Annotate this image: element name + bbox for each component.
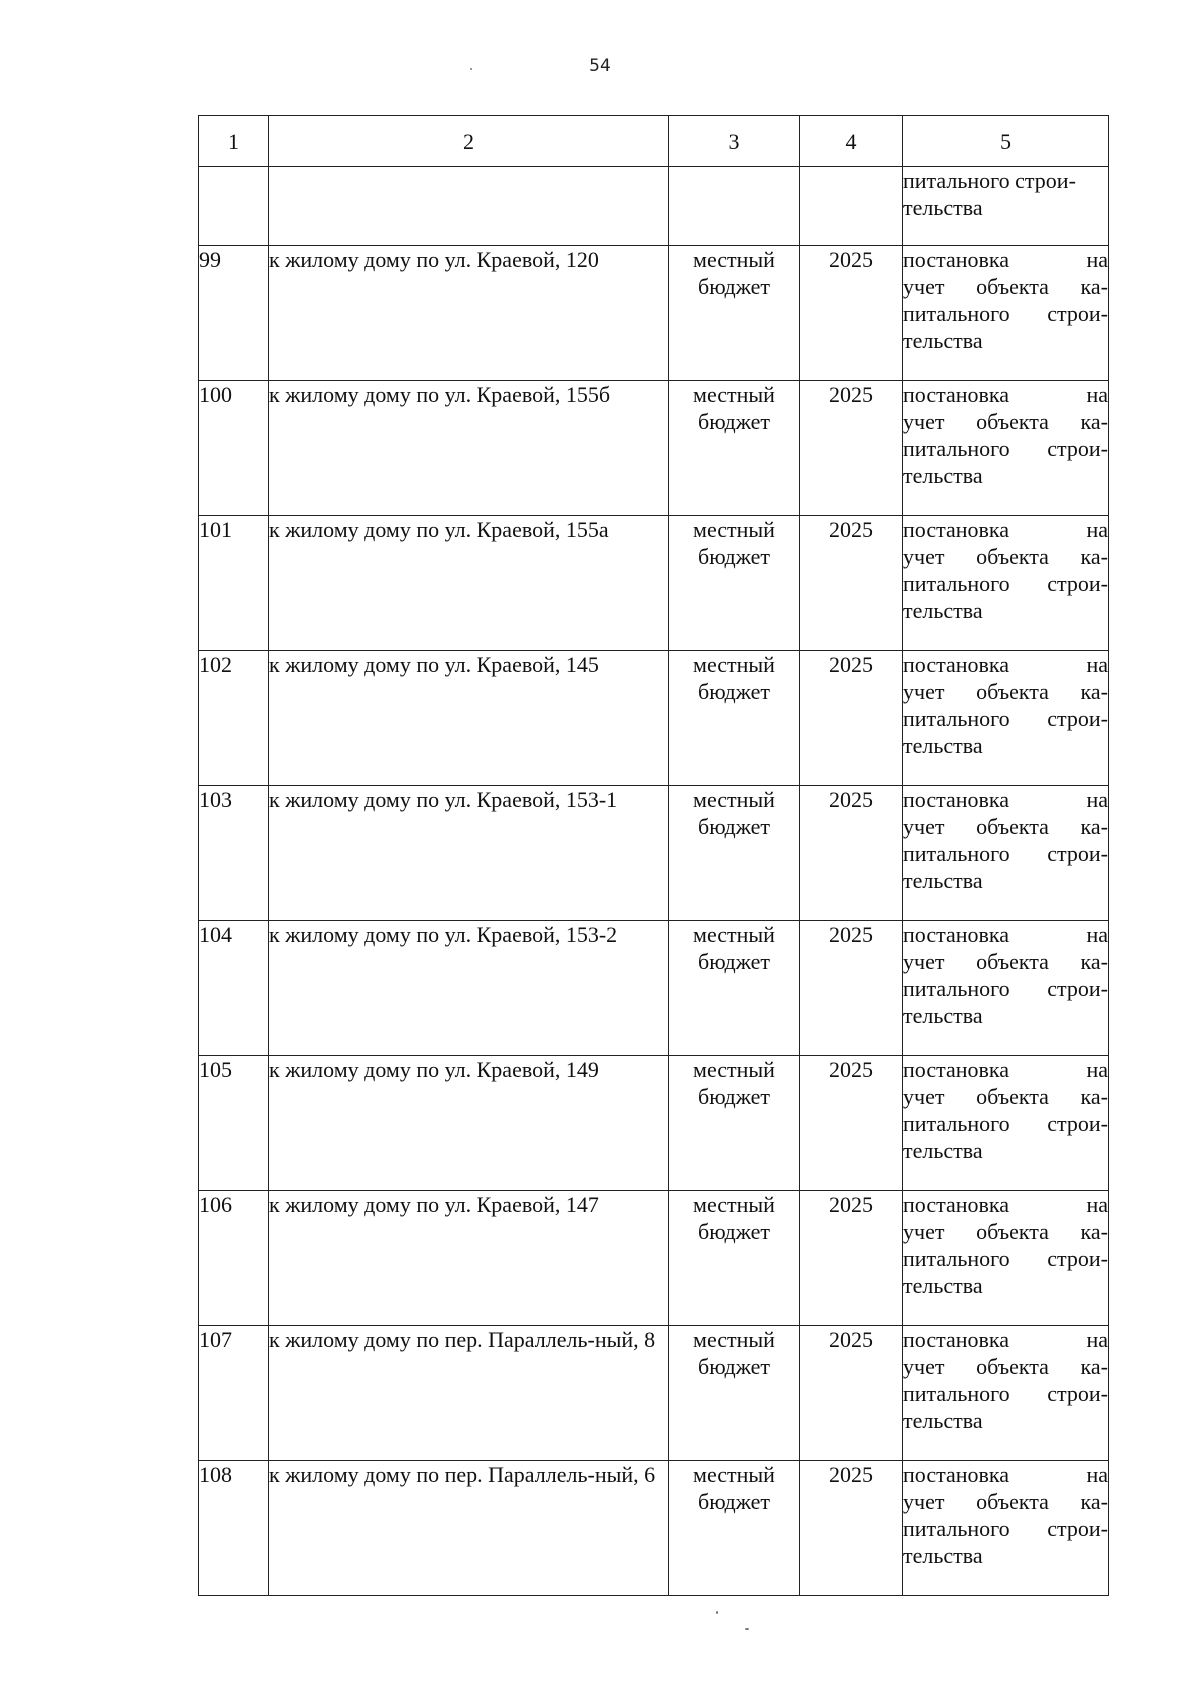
row-note (903, 651, 1109, 786)
note-line: тельства (903, 1003, 983, 1028)
row-note (903, 516, 1109, 651)
header-col-3: 3 (669, 116, 800, 167)
row-note (903, 381, 1109, 516)
note-line: постановка на (903, 922, 1108, 947)
note-line: питального строи- (903, 1111, 1108, 1136)
page-number: 54 (589, 56, 611, 76)
note-line: тельства (903, 598, 983, 623)
header-col-4: 4 (800, 116, 903, 167)
row-number: 102 (199, 651, 269, 786)
row-number: 106 (199, 1191, 269, 1326)
note-line: питального строи- (903, 168, 1076, 193)
row-number: 99 (199, 246, 269, 381)
row-year: 2025 (800, 786, 903, 921)
note-line: питального строи- (903, 436, 1108, 461)
row-number: 101 (199, 516, 269, 651)
note-line: постановка на (903, 787, 1108, 812)
note-line: постановка на (903, 652, 1108, 677)
scan-speck (470, 68, 472, 70)
cell-num (199, 167, 269, 246)
note-line: тельства (903, 328, 983, 353)
row-description: к жилому дому по пер. Параллель-ный, 8 (269, 1326, 669, 1461)
row-note (903, 1056, 1109, 1191)
row-description: к жилому дому по ул. Краевой, 153-2 (269, 921, 669, 1056)
row-funding-source: местный бюджет (669, 1326, 800, 1461)
row-note (903, 1461, 1109, 1596)
row-year: 2025 (800, 246, 903, 381)
row-number: 105 (199, 1056, 269, 1191)
note-line: тельства (903, 1408, 983, 1433)
cell-note (903, 167, 1109, 246)
table-row (199, 1056, 1109, 1191)
continuation-row (199, 167, 1109, 246)
row-description: к жилому дому по ул. Краевой, 120 (269, 246, 669, 381)
note-line: тельства (903, 195, 983, 220)
header-col-2: 2 (269, 116, 669, 167)
header-col-1: 1 (199, 116, 269, 167)
table-row (199, 1326, 1109, 1461)
row-funding-source: местный бюджет (669, 381, 800, 516)
row-description: к жилому дому по ул. Краевой, 149 (269, 1056, 669, 1191)
note-line: питального строи- (903, 1246, 1108, 1271)
note-line: постановка на (903, 1462, 1108, 1487)
note-line: учет объекта ка- (903, 814, 1108, 839)
note-line: питального строи- (903, 571, 1108, 596)
note-line: учет объекта ка- (903, 1354, 1108, 1379)
row-note (903, 1326, 1109, 1461)
row-funding-source: местный бюджет (669, 921, 800, 1056)
row-note (903, 1191, 1109, 1326)
row-year: 2025 (800, 1191, 903, 1326)
row-note (903, 246, 1109, 381)
table-body (199, 116, 1109, 1596)
note-line: тельства (903, 463, 983, 488)
row-funding-source: местный бюджет (669, 1461, 800, 1596)
note-line: учет объекта ка- (903, 274, 1108, 299)
row-number: 108 (199, 1461, 269, 1596)
row-description: к жилому дому по ул. Краевой, 145 (269, 651, 669, 786)
note-line: постановка на (903, 1057, 1108, 1082)
header-col-5: 5 (903, 116, 1109, 167)
row-number: 104 (199, 921, 269, 1056)
row-year: 2025 (800, 381, 903, 516)
note-line: постановка на (903, 1327, 1108, 1352)
table-row (199, 1191, 1109, 1326)
row-funding-source: местный бюджет (669, 516, 800, 651)
note-line: учет объекта ка- (903, 409, 1108, 434)
table-row (199, 381, 1109, 516)
table-row (199, 246, 1109, 381)
note-line: учет объекта ка- (903, 544, 1108, 569)
row-number: 107 (199, 1326, 269, 1461)
note-line: тельства (903, 733, 983, 758)
table-row (199, 921, 1109, 1056)
row-funding-source: местный бюджет (669, 1056, 800, 1191)
note-line: учет объекта ка- (903, 949, 1108, 974)
scan-speck (745, 1628, 749, 1630)
cell-fund (669, 167, 800, 246)
row-funding-source: местный бюджет (669, 1191, 800, 1326)
note-line: учет объекта ка- (903, 1084, 1108, 1109)
row-number: 103 (199, 786, 269, 921)
note-line: тельства (903, 1543, 983, 1568)
row-number: 100 (199, 381, 269, 516)
row-year: 2025 (800, 1326, 903, 1461)
row-funding-source: местный бюджет (669, 651, 800, 786)
row-year: 2025 (800, 516, 903, 651)
note-line: учет объекта ка- (903, 1219, 1108, 1244)
table-row (199, 1461, 1109, 1596)
row-funding-source: местный бюджет (669, 246, 800, 381)
cell-desc (269, 167, 669, 246)
note-line: тельства (903, 868, 983, 893)
note-line: постановка на (903, 517, 1108, 542)
note-line: питального строи- (903, 841, 1108, 866)
scan-speck (716, 1611, 718, 1614)
row-funding-source: местный бюджет (669, 786, 800, 921)
table-row (199, 786, 1109, 921)
cell-year (800, 167, 903, 246)
note-line: питального строи- (903, 706, 1108, 731)
row-note (903, 786, 1109, 921)
row-year: 2025 (800, 1461, 903, 1596)
row-description: к жилому дому по ул. Краевой, 155б (269, 381, 669, 516)
header-row (199, 116, 1109, 167)
row-year: 2025 (800, 921, 903, 1056)
table-row (199, 651, 1109, 786)
row-year: 2025 (800, 1056, 903, 1191)
row-note (903, 921, 1109, 1056)
note-line: тельства (903, 1273, 983, 1298)
row-year: 2025 (800, 651, 903, 786)
row-description: к жилому дому по ул. Краевой, 147 (269, 1191, 669, 1326)
note-line: постановка на (903, 1192, 1108, 1217)
note-line: питального строи- (903, 1516, 1108, 1541)
row-description: к жилому дому по ул. Краевой, 153-1 (269, 786, 669, 921)
note-line: постановка на (903, 247, 1108, 272)
row-description: к жилому дому по ул. Краевой, 155а (269, 516, 669, 651)
budget-table (198, 115, 1109, 1596)
note-line: учет объекта ка- (903, 679, 1108, 704)
note-line: тельства (903, 1138, 983, 1163)
row-description: к жилому дому по пер. Параллель-ный, 6 (269, 1461, 669, 1596)
table-row (199, 516, 1109, 651)
note-line: питального строи- (903, 301, 1108, 326)
note-line: постановка на (903, 382, 1108, 407)
note-line: питального строи- (903, 976, 1108, 1001)
note-line: учет объекта ка- (903, 1489, 1108, 1514)
note-line: питального строи- (903, 1381, 1108, 1406)
